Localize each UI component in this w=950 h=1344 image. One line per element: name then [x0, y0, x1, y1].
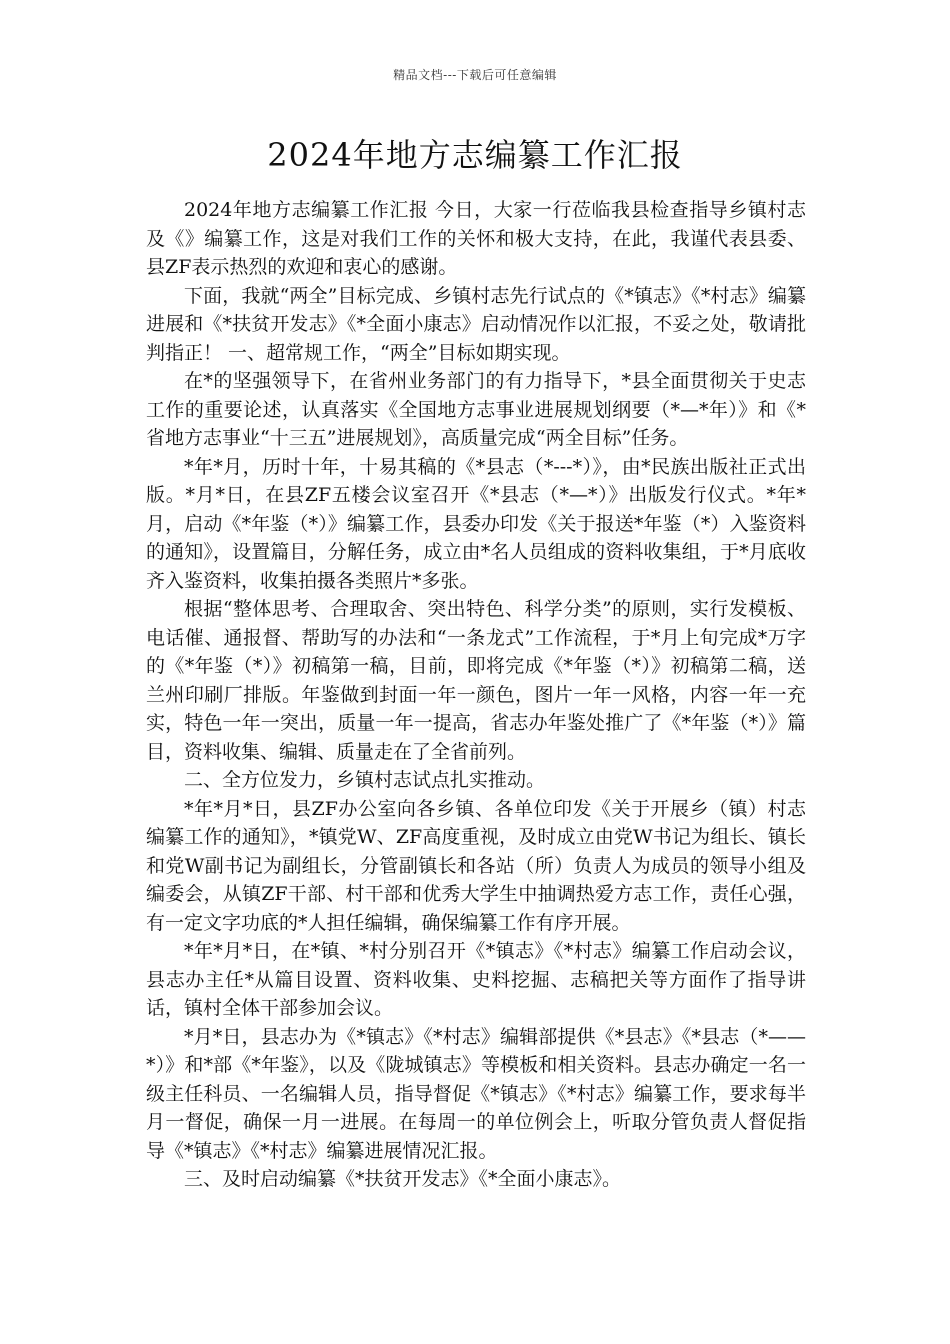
paragraph: *月*日，县志办为《*镇志》《*村志》编辑部提供《*县志》《*县志（*——*）》和*部《*年鉴》，以及《陇城镇志》等模板和相关资料。县志办确定一名一级主任科员、一名编辑人员，指导督促《*镇志》《*村志》编纂工作，要求每半月一督促，确保一月一进展。在每周一的单位例会上，听取分管负责人督促指导《*镇志》《*村志》编纂进展情况汇报。: [146, 1025, 806, 1162]
header-note: 精品文档---下载后可任意编辑: [393, 68, 557, 82]
paragraph: 2024年地方志编纂工作汇报 今日，大家一行莅临我县检查指导乡镇村志及《》编纂工作，这是对我们工作的关怀和极大支持，在此，我谨代表县委、县ZF表示热烈的欢迎和衷心的感谢。: [146, 199, 806, 278]
paragraph: 根据“整体思考、合理取舍、突出特色、科学分类”的原则，实行发模板、电话催、通报督、帮助写的办法和“一条龙式”工作流程，于*月上旬完成*万字的《*年鉴（*）》初稿第一稿，目前，即将完成《*年鉴（*）》初稿第二稿，送兰州印刷厂排版。年鉴做到封面一年一颜色，图片一年一风格，内容一年一充实，特色一年一突出，质量一年一提高，省志办年鉴处推广了《*年鉴（*）》篇目，资料收集、编辑、质量走在了全省前列。: [146, 598, 806, 763]
paragraph: *年*月*日，县ZF办公室向各乡镇、各单位印发《关于开展乡（镇）村志编纂工作的通知》，*镇党W、ZF高度重视，及时成立由党W书记为组长、镇长和党W副书记为副组长，分管副镇长和各站（所）负责人为成员的领导小组及编委会，从镇ZF干部、村干部和优秀大学生中抽调热爱方志工作，责任心强，有一定文字功底的*人担任编辑，确保编纂工作有序开展。: [146, 797, 806, 934]
document-body: [146, 196, 806, 1194]
paragraph: 下面，我就“两全”目标完成、乡镇村志先行试点的《*镇志》《*村志》编纂进展和《*扶贫开发志》《*全面小康志》启动情况作以汇报，不妥之处，敬请批判指正！ 一、超常规工作，“两全”目标如期实现。: [146, 284, 806, 364]
document-title: 2024年地方志编纂工作汇报: [267, 136, 683, 174]
paragraph: 在*的坚强领导下，在省州业务部门的有力指导下，*县全面贯彻关于史志工作的重要论述，认真落实《全国地方志事业进展规划纲要（*—*年）》和《*省地方志事业“十三五”进展规划》，高质量完成“两全目标”任务。: [146, 370, 806, 449]
section-heading: 二、全方位发力，乡镇村志试点扎实推动。: [184, 769, 546, 791]
section-heading: 三、及时启动编纂《*扶贫开发志》《*全面小康志》。: [184, 1168, 622, 1190]
paragraph: *年*月，历时十年，十易其稿的《*县志（*---*）》，由*民族出版社正式出版。*月*日，在县ZF五楼会议室召开《*县志（*—*）》出版发行仪式。*年*月，启动《*年鉴（*）》编纂工作，县委办印发《关于报送*年鉴（*）入鉴资料的通知》，设置篇目，分解任务，成立由*名人员组成的资料收集组，于*月底收齐入鉴资料，收集拍摄各类照片*多张。: [146, 455, 806, 592]
paragraph: *年*月*日，在*镇、*村分别召开《*镇志》《*村志》编纂工作启动会议，县志办主任*从篇目设置、资料收集、史料挖掘、志稿把关等方面作了指导讲话，镇村全体干部参加会议。: [146, 940, 806, 1019]
